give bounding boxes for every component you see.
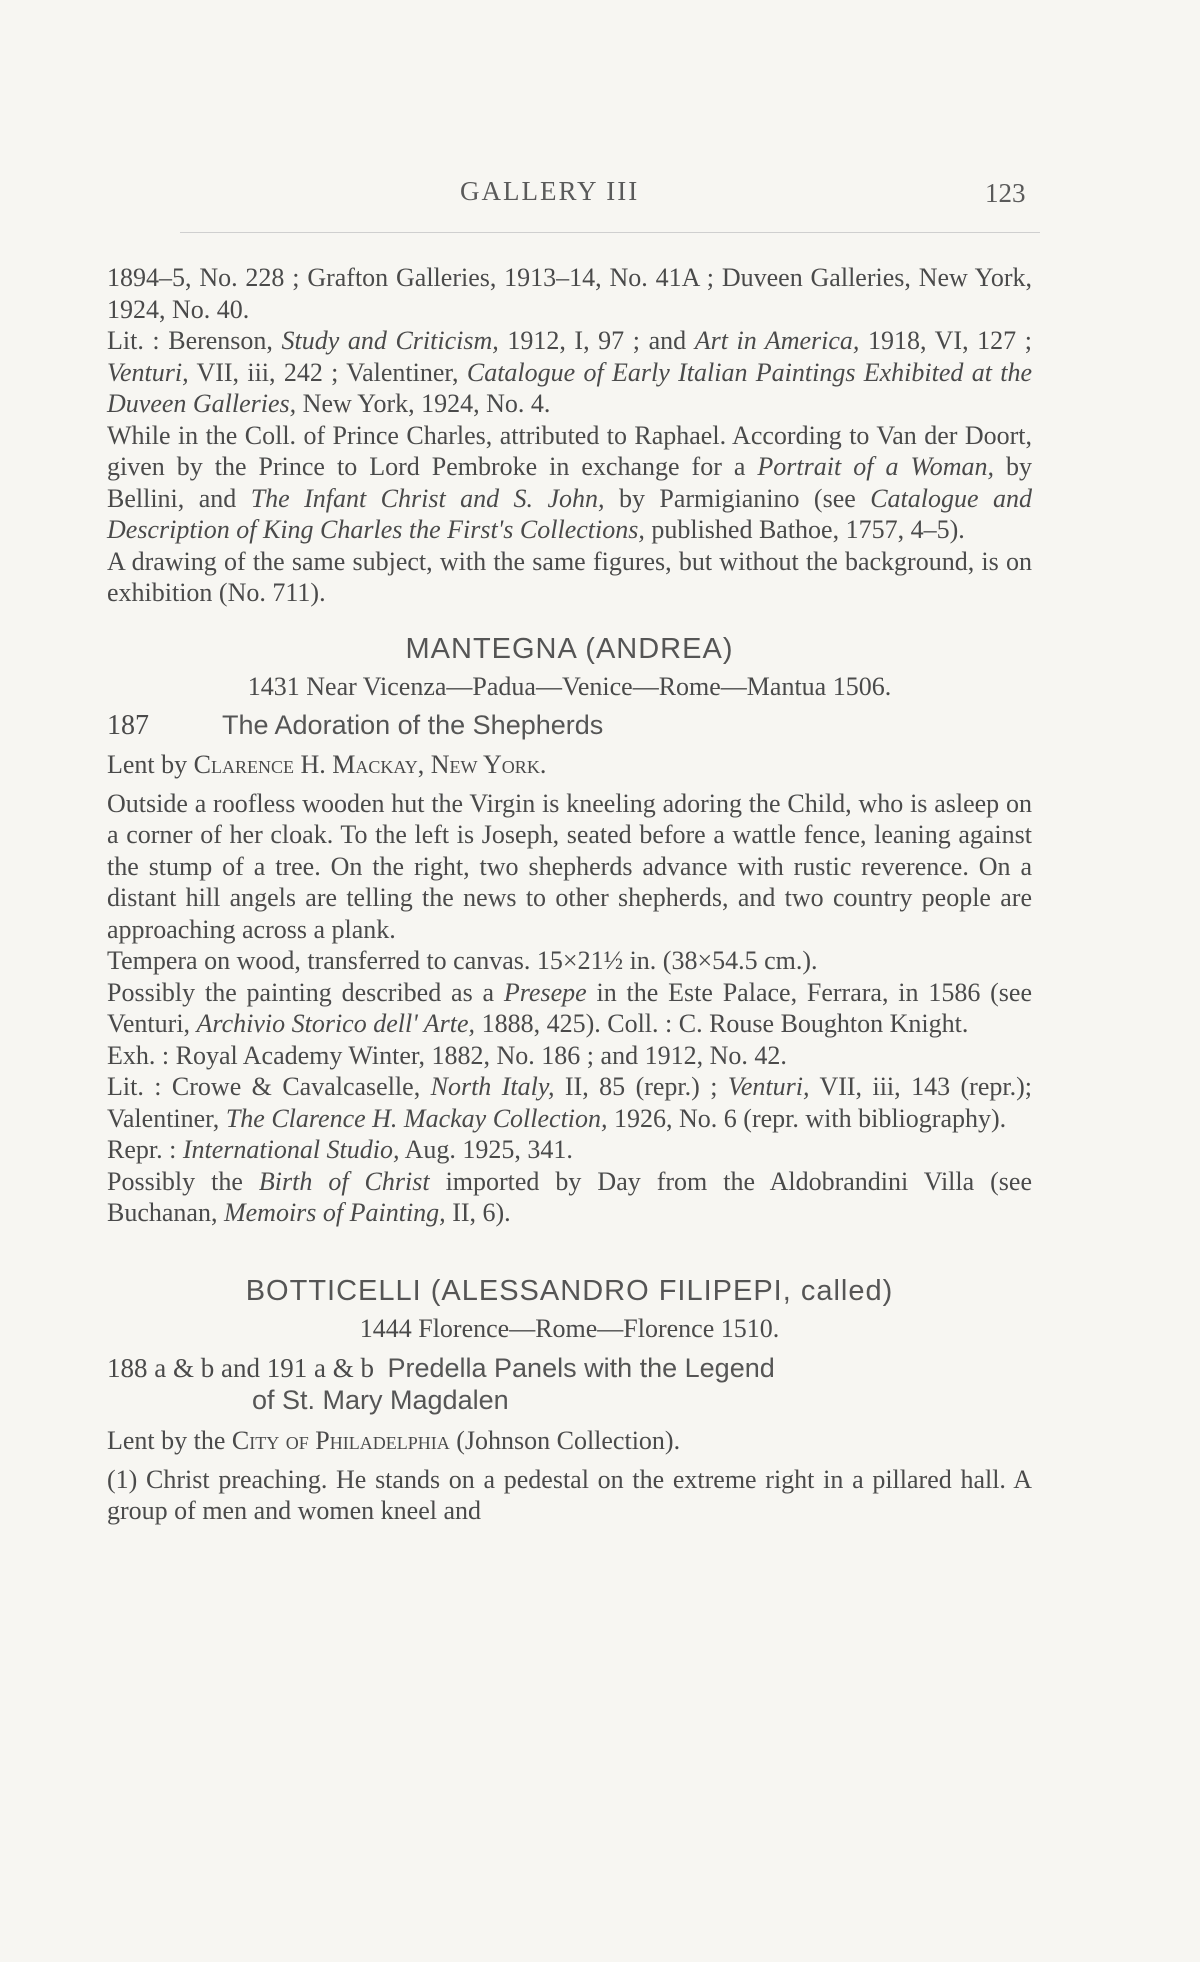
- lender-line-botticelli: Lent by the City of Philadelphia (Johnson Collection).: [107, 1425, 681, 1455]
- entry-title-187: [107, 710, 1032, 742]
- artist-dates-botticelli: 1444 Florence—Rome—Florence 1510.: [359, 1313, 780, 1343]
- lender-line: Lent by Clarence H. Mackay, New York.: [107, 749, 547, 779]
- prev-entry-drawing-note: A drawing of the same subject, with the same figures, but without the background, is on exhibition (No. 711).: [107, 546, 1032, 607]
- entry-number: 187: [107, 709, 149, 741]
- entry-title-188-191: [107, 1352, 1032, 1416]
- prev-entry-literature: Lit. : Berenson, Study and Criticism, 1912, I, 97 ; and Art in America, 1918, VI, 127 ; Venturi, VII, iii, 242 ; Valentiner, Catalogue of Early Italian Paintings Exhibited at the Duveen Galleries, New York, 1924, No. 4.: [107, 326, 1033, 418]
- prev-entry-exhibitions: 1894–5, No. 228 ; Grafton Galleries, 1913–14, No. 41A ; Duveen Galleries, New York, 1924, No. 40.: [107, 263, 1032, 324]
- entry-description: Outside a roofless wooden hut the Virgin is kneeling adoring the Child, who is asleep on a corner of her cloak. To the left is Joseph, seated before a wattle fence, leaning against the stump of a tree. On the right, two shepherds advance with rustic reverence. On a distant hill angels are telling the news to other shepherds, and two country people are approaching across a plank.: [107, 788, 1032, 944]
- artist-heading-mantegna: MANTEGNA (ANDREA): [405, 632, 734, 665]
- page-header: [0, 176, 1200, 216]
- entry-title: The Adoration of the Shepherds: [222, 709, 604, 740]
- artist-heading-botticelli: BOTTICELLI (ALESSANDRO FILIPEPI, called): [245, 1274, 894, 1307]
- entry-number: 188 a & b and 191 a & b: [107, 1352, 374, 1383]
- entry-literature: Lit. : Crowe & Cavalcaselle, North Italy, II, 85 (repr.) ; Venturi, VII, iii, 143 (repr.); Valentiner, The Clarence H. Mackay Collection, 1926, No. 6 (repr. with bibliography).: [107, 1072, 1032, 1133]
- entry-title-line2: of St. Mary Magdalen: [252, 1384, 509, 1415]
- header-rule: [180, 232, 1040, 233]
- entry-title-line1: Predella Panels with the Legend: [387, 1352, 775, 1383]
- entry-exhibitions: Exh. : Royal Academy Winter, 1882, No. 186 ; and 1912, No. 42.: [107, 1040, 787, 1070]
- prev-entry-provenance: While in the Coll. of Prince Charles, attributed to Raphael. According to Van der Doort, given by the Prince to Lord Pembroke in exchange for a Portrait of a Woman, by Bellini, and The Infant Christ and S. John, by Parmigianino (see Catalogue and Description of King Charles the First's Collections, published Bathoe, 1757, 4–5).: [107, 420, 1033, 544]
- entry-reproduction: Repr. : International Studio, Aug. 1925, 341.: [107, 1135, 573, 1164]
- entry-birth-note: Possibly the Birth of Christ imported by Day from the Aldobrandini Villa (see Buchanan, Memoirs of Painting, II, 6).: [107, 1166, 1032, 1227]
- running-head: GALLERY III: [460, 176, 640, 206]
- entry-medium: Tempera on wood, transferred to canvas. 15×21½ in. (38×54.5 cm.).: [107, 946, 818, 975]
- entry-description-botticelli: (1) Christ preaching. He stands on a pedestal on the extreme right in a pillared hall. A group of men and women kneel and: [107, 1464, 1032, 1525]
- page-number: 123: [985, 178, 1026, 208]
- artist-dates-mantegna: 1431 Near Vicenza—Padua—Venice—Rome—Mantua 1506.: [247, 671, 892, 701]
- entry-possibly: Possibly the painting described as a Presepe in the Este Palace, Ferrara, in 1586 (see Venturi, Archivio Storico dell' Arte, 1888, 425). Coll. : C. Rouse Boughton Knight.: [107, 977, 1032, 1038]
- page-body: [107, 262, 1032, 1527]
